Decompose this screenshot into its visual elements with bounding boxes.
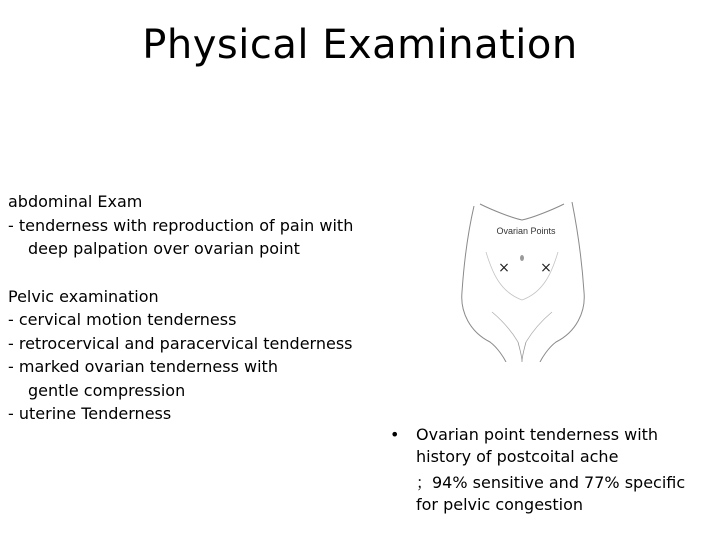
- groin-line-right: [526, 312, 552, 342]
- bullet-marker: •: [390, 425, 400, 444]
- abdominal-exam-heading: abdominal Exam: [8, 192, 143, 211]
- torso-illustration: [452, 192, 592, 362]
- exam-findings: [8, 190, 428, 426]
- pelvic-item-2: - retrocervical and paracervical tenderness: [8, 333, 353, 353]
- ovarian-points-label: Ovarian Points: [496, 226, 556, 236]
- ovarian-points-figure: [452, 192, 592, 362]
- pelvic-item-3: - marked ovarian tenderness with: [8, 357, 278, 376]
- slide-title: Physical Examination: [142, 22, 578, 68]
- bullet-detail: ；94% sensitive and 77% specific for pelvic congestion: [416, 473, 686, 514]
- abdominal-item-1: - tenderness with reproduction of pain with: [8, 215, 354, 235]
- ovarian-point-marker-left: ×: [498, 260, 510, 276]
- ovarian-point-bullet: [390, 424, 710, 516]
- navel: [520, 255, 524, 261]
- abdominal-item-1-cont: deep palpation over ovarian point: [28, 239, 300, 258]
- groin-line-left: [492, 312, 518, 342]
- pelvic-item-3-cont: gentle compression: [28, 380, 186, 400]
- pelvic-exam-heading: Pelvic examination: [8, 286, 159, 306]
- pelvic-item-4: - uterine Tenderness: [8, 404, 172, 423]
- thigh-gap: [518, 342, 526, 362]
- ovarian-point-marker-right: ×: [540, 260, 552, 276]
- bullet-text: Ovarian point tenderness with history of postcoital ache: [416, 425, 659, 466]
- section-spacer: [8, 261, 428, 285]
- torso-left-outline: [480, 204, 564, 220]
- pelvic-item-1: - cervical motion tenderness: [8, 310, 237, 329]
